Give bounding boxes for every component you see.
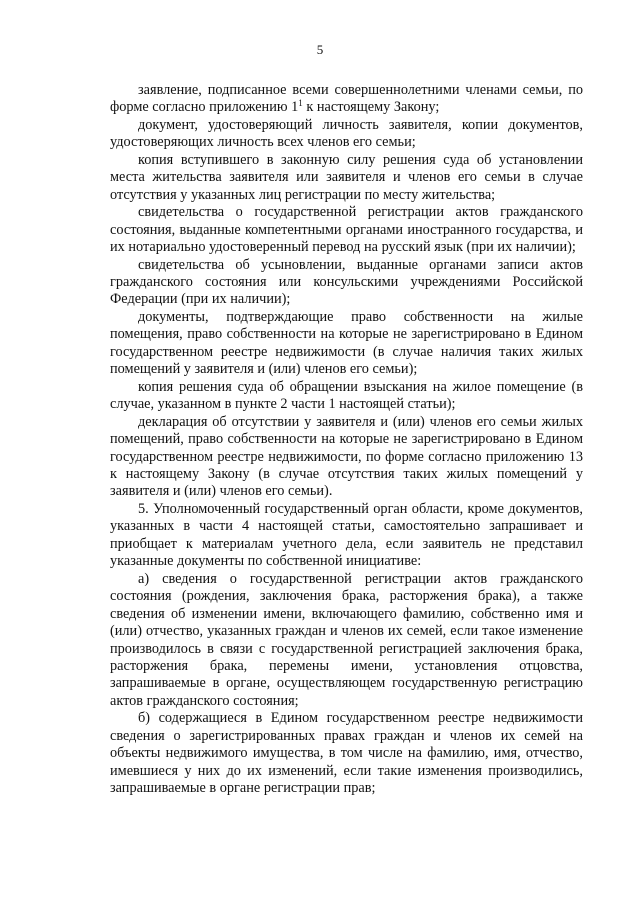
paragraph-foreign-certificates: свидетельства о государственной регистрации актов гражданского состояния, выданные компетентными органами иностранного государства, и их нотариально удостоверенный перевод на русский язык (при их наличии); xyxy=(110,204,583,256)
paragraph-court-decision-residence: копия вступившего в законную силу решения суда об установлении места жительства заявителя или заявителя и членов его семьи в случае отсутствия у указанных лиц регистрации по месту жительства; xyxy=(110,151,583,203)
paragraph-court-decision-recovery: копия решения суда об обращении взыскания на жилое помещение (в случае, указанном в пункте 2 части 1 настоящей статьи); xyxy=(110,378,583,413)
paragraph-identity-document: документ, удостоверяющий личность заявителя, копии документов, удостоверяющих личность всех членов его семьи; xyxy=(110,116,583,151)
paragraph-item-b: б) содержащиеся в Едином государственном реестре недвижимости сведения о зарегистрированных правах граждан и членов их семей на объекты недвижимого имущества, в том числе на фамилию, имя, отчество, имевшиеся у них до их изменений, если такие изменения производились, запрашиваемые в органе регистрации прав; xyxy=(110,710,583,797)
paragraph-adoption-certificates: свидетельства об усыновлении, выданные органами записи актов гражданского состояния или консульскими учреждениями Российской Федерации (при их наличии); xyxy=(110,256,583,308)
paragraph-ownership-documents: документы, подтверждающие право собственности на жилые помещения, право собственности на которые не зарегистрировано в Едином государственном реестре недвижимости (в случае наличия таких жилых помещений у заявителя и (или) членов его семьи); xyxy=(110,308,583,378)
paragraph-section-5: 5. Уполномоченный государственный орган области, кроме документов, указанных в части 4 настоящей статьи, самостоятельно запрашивает и приобщает к материалам учетного дела, если заявитель не представил указанные документы по собственной инициативе: xyxy=(110,500,583,570)
body-text xyxy=(110,82,583,798)
paragraph-text: к настоящему Закону; xyxy=(302,99,440,116)
paragraph-application xyxy=(110,82,583,117)
superscript: 1 xyxy=(298,98,303,109)
paragraph-text: заявление, подписанное всеми совершеннолетними членами семьи, по форме согласно приложению 1 xyxy=(110,82,583,116)
paragraph-declaration: декларация об отсутствии у заявителя и (или) членов его семьи жилых помещений, право собственности на которые не зарегистрировано в Едином государственном реестре недвижимости, по форме согласно приложению 13 к настоящему Закону (в случае отсутствия таких жилых помещений у заявителя и (или) членов его семьи). xyxy=(110,413,583,500)
page-number: 5 xyxy=(316,42,324,57)
paragraph-item-a: а) сведения о государственной регистрации актов гражданского состояния (рождения, заключения брака, расторжения брака), а также сведения об изменении имени, включающего фамилию, собственно имя и (или) отчество, указанных граждан и членов их семей, если такое изменение производилось в связи с государственной регистрацией заключения брака, расторжения брака, перемены имени, установления отцовства, запрашиваемые в органе, осуществляющем государственную регистрацию актов гражданского состояния; xyxy=(110,570,583,709)
